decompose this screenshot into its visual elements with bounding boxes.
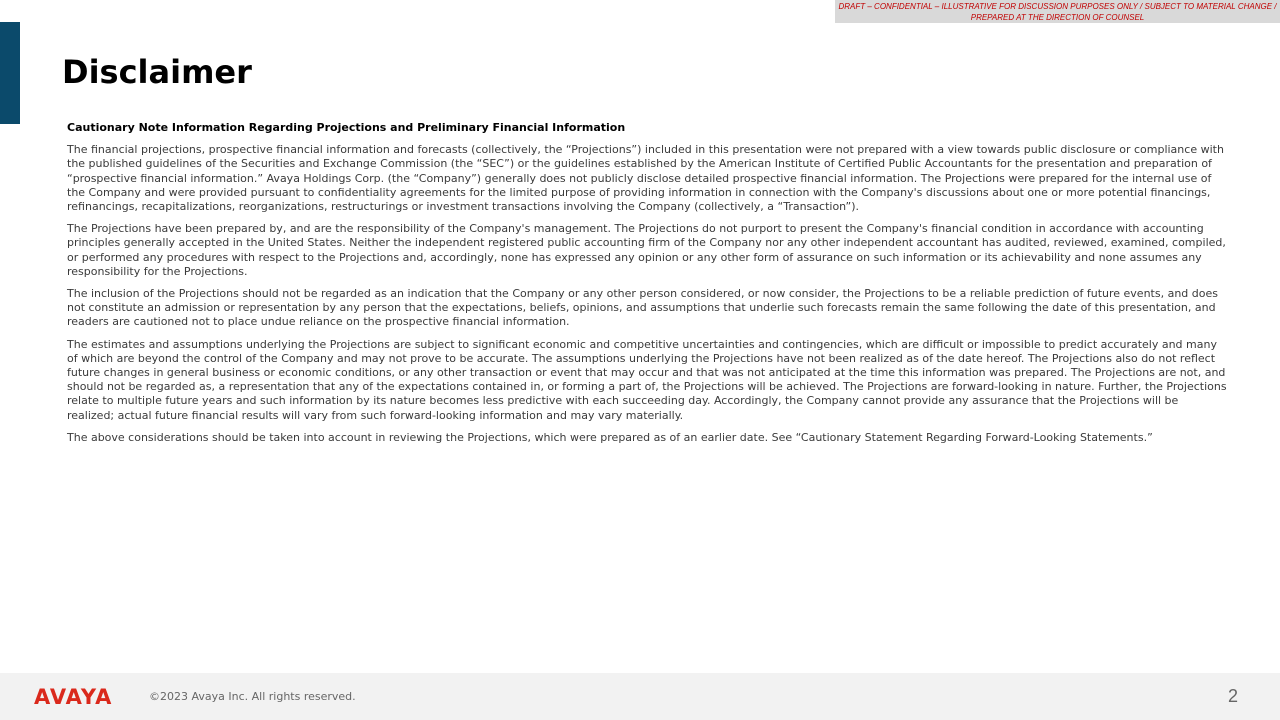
footer bbox=[0, 673, 1280, 720]
draft-confidential-banner: DRAFT – CONFIDENTIAL – ILLUSTRATIVE FOR DISCUSSION PURPOSES ONLY / SUBJECT TO MATERIAL CHANGE / PREPARED AT THE DIRECTION OF COUNSEL bbox=[835, 0, 1280, 23]
paragraph-no-reliance: The inclusion of the Projections should not be regarded as an indication that the Company or any other person considered, or now consider, the Projections to be a reliable prediction of future events, and does not constitute an admission or representation by any person that the expectations, beliefs, opinions, and assumptions that underlie such forecasts remain the same following the date of this presentation, and readers are cautioned not to place undue reliance on the prospective financial information. bbox=[67, 287, 1218, 329]
disclaimer-body bbox=[67, 121, 1227, 453]
copyright-notice: ©2023 Avaya Inc. All rights reserved. bbox=[149, 690, 356, 703]
page-title: Disclaimer bbox=[62, 53, 252, 91]
page-number: 2 bbox=[1227, 686, 1238, 706]
avaya-logo: AVAYA bbox=[34, 685, 113, 709]
paragraph-projections-preparation: The financial projections, prospective financial information and forecasts (collectively, the “Projections”) included in this presentation were not prepared with a view towards public disclosure or compliance with the published guidelines of the Securities and Exchange Commission (the “SEC”) or the guidelines established by the American Institute of Certified Public Accountants for the presentation and preparation of “prospective financial information.” Avaya Holdings Corp. (the “Company”) generally does not publicly disclose detailed prospective financial information. The Projections were prepared for the internal use of the Company and were provided pursuant to confidentiality agreements for the limited purpose of providing information in connection with the Company's discussions about one or more potential financings, refinancings, recapitalizations, reorganizations, restructurings or investment transactions involving the Company (collectively, a “Transaction”). bbox=[67, 143, 1224, 214]
paragraph-management-responsibility: The Projections have been prepared by, and are the responsibility of the Company's management. The Projections do not purport to present the Company's financial condition in accordance with accounting principles generally accepted in the United States. Neither the independent registered public accounting firm of the Company nor any other independent accountant has audited, reviewed, examined, compiled, or performed any procedures with respect to the Projections and, accordingly, none has expressed any opinion or any other form of assurance on such information or its achievability and none assumes any responsibility for the Projections. bbox=[67, 222, 1226, 278]
title-accent-bar bbox=[0, 22, 20, 124]
section-heading: Cautionary Note Information Regarding Projections and Preliminary Financial Information bbox=[67, 121, 626, 134]
paragraph-estimates-assumptions: The estimates and assumptions underlying the Projections are subject to significant economic and competitive uncertainties and contingencies, which are difficult or impossible to predict accurately and many of which are beyond the control of the Company and may not prove to be accurate. The assumptions underlying the Projections have not been realized as of the date hereof. The Projections also do not reflect future changes in general business or economic conditions, or any other transaction or event that may occur and that was not anticipated at the time this information was prepared. The Projections are not, and should not be regarded as, a representation that any of the expectations contained in, or forming a part of, the Projections will be achieved. The Projections are forward-looking in nature. Further, the Projections relate to multiple future years and such information by its nature becomes less predictive with each succeeding day. Accordingly, the Company cannot provide any assurance that the Projections will be realized; actual future financial results will vary from such forward-looking information and may vary materially. bbox=[67, 337, 1227, 422]
paragraph-considerations: The above considerations should be taken into account in reviewing the Projections, which were prepared as of an earlier date. See “Cautionary Statement Regarding Forward-Looking Statements.” bbox=[67, 430, 1153, 444]
